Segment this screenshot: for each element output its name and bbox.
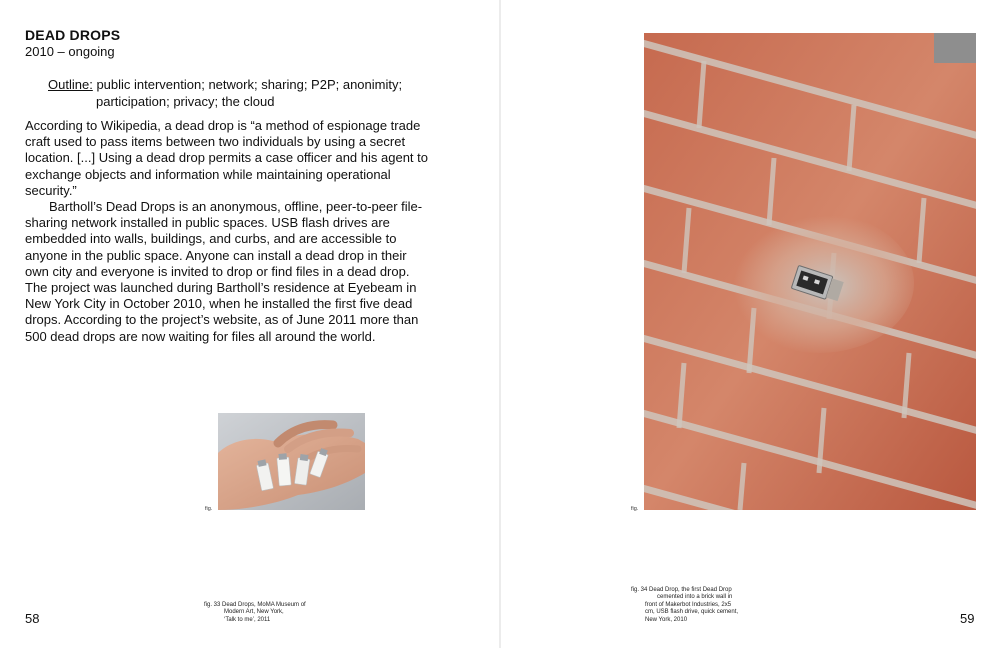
body-text	[25, 118, 430, 345]
figure-33-mark: fig.	[205, 506, 213, 512]
page-subtitle: 2010 – ongoing	[25, 44, 115, 59]
caption-33-line-1: fig. 33 Dead Drops, MoMA Museum of	[204, 602, 306, 608]
hand-with-usb-drives-image	[218, 413, 365, 510]
caption-34-line-3: front of Makerbot Industries, 2x5	[645, 601, 732, 608]
caption-33-line-3: ‘Talk to me’, 2011	[224, 616, 271, 623]
caption-33-line-2: Modern Art, New York,	[224, 609, 284, 616]
figure-34-caption	[631, 587, 738, 624]
figure-33-photo	[218, 413, 365, 510]
page-number-left: 58	[25, 611, 40, 626]
outline-label: Outline:	[48, 77, 93, 92]
paragraph-2: Bartholl’s Dead Drops is an anonymous, offline, peer-to-peer file-sharing network installed in public spaces. USB flash drives are embedded into walls, buildings, and curbs, and are accessible to anyone in the public space. Anyone can install a dead drop in their own city and everyone is invited to drop or find files in a dead drop. The project was launched during Bartholl’s residence at Eyebeam in New York City in October 2010, when he installed the first five dead drops. According to the project’s website, as of June 2011 more than 500 dead drops are now waiting for files all around the world.	[25, 199, 423, 344]
paragraph-1: According to Wikipedia, a dead drop is “a method of espionage trade craft used to pass items between two individuals by using a secret location. [...] Using a dead drop permits a case officer and his agent to exchange objects and information while maintaining operational security.”	[25, 118, 428, 198]
outline-keywords-1: public intervention; network; sharing; P2P; anonimity;	[96, 77, 403, 92]
left-page	[0, 0, 499, 648]
outline-keywords-2: participation; privacy; the cloud	[96, 93, 275, 109]
caption-34-line-2: cemented into a brick wall in	[657, 594, 733, 601]
usb-in-brick-wall-image	[644, 33, 976, 510]
figure-33-caption	[204, 602, 306, 624]
figure-34-photo	[644, 33, 976, 510]
page-title: DEAD DROPS	[25, 27, 121, 43]
outline-block	[48, 77, 448, 110]
caption-34-line-4: cm, USB flash drive, quick cement,	[645, 609, 739, 616]
figure-34-mark: fig.	[631, 506, 639, 512]
page-number-right: 59	[960, 611, 975, 626]
caption-34-line-1: fig. 34 Dead Drop, the first Dead Drop	[631, 587, 732, 593]
caption-34-line-5: New York, 2010	[645, 616, 688, 623]
